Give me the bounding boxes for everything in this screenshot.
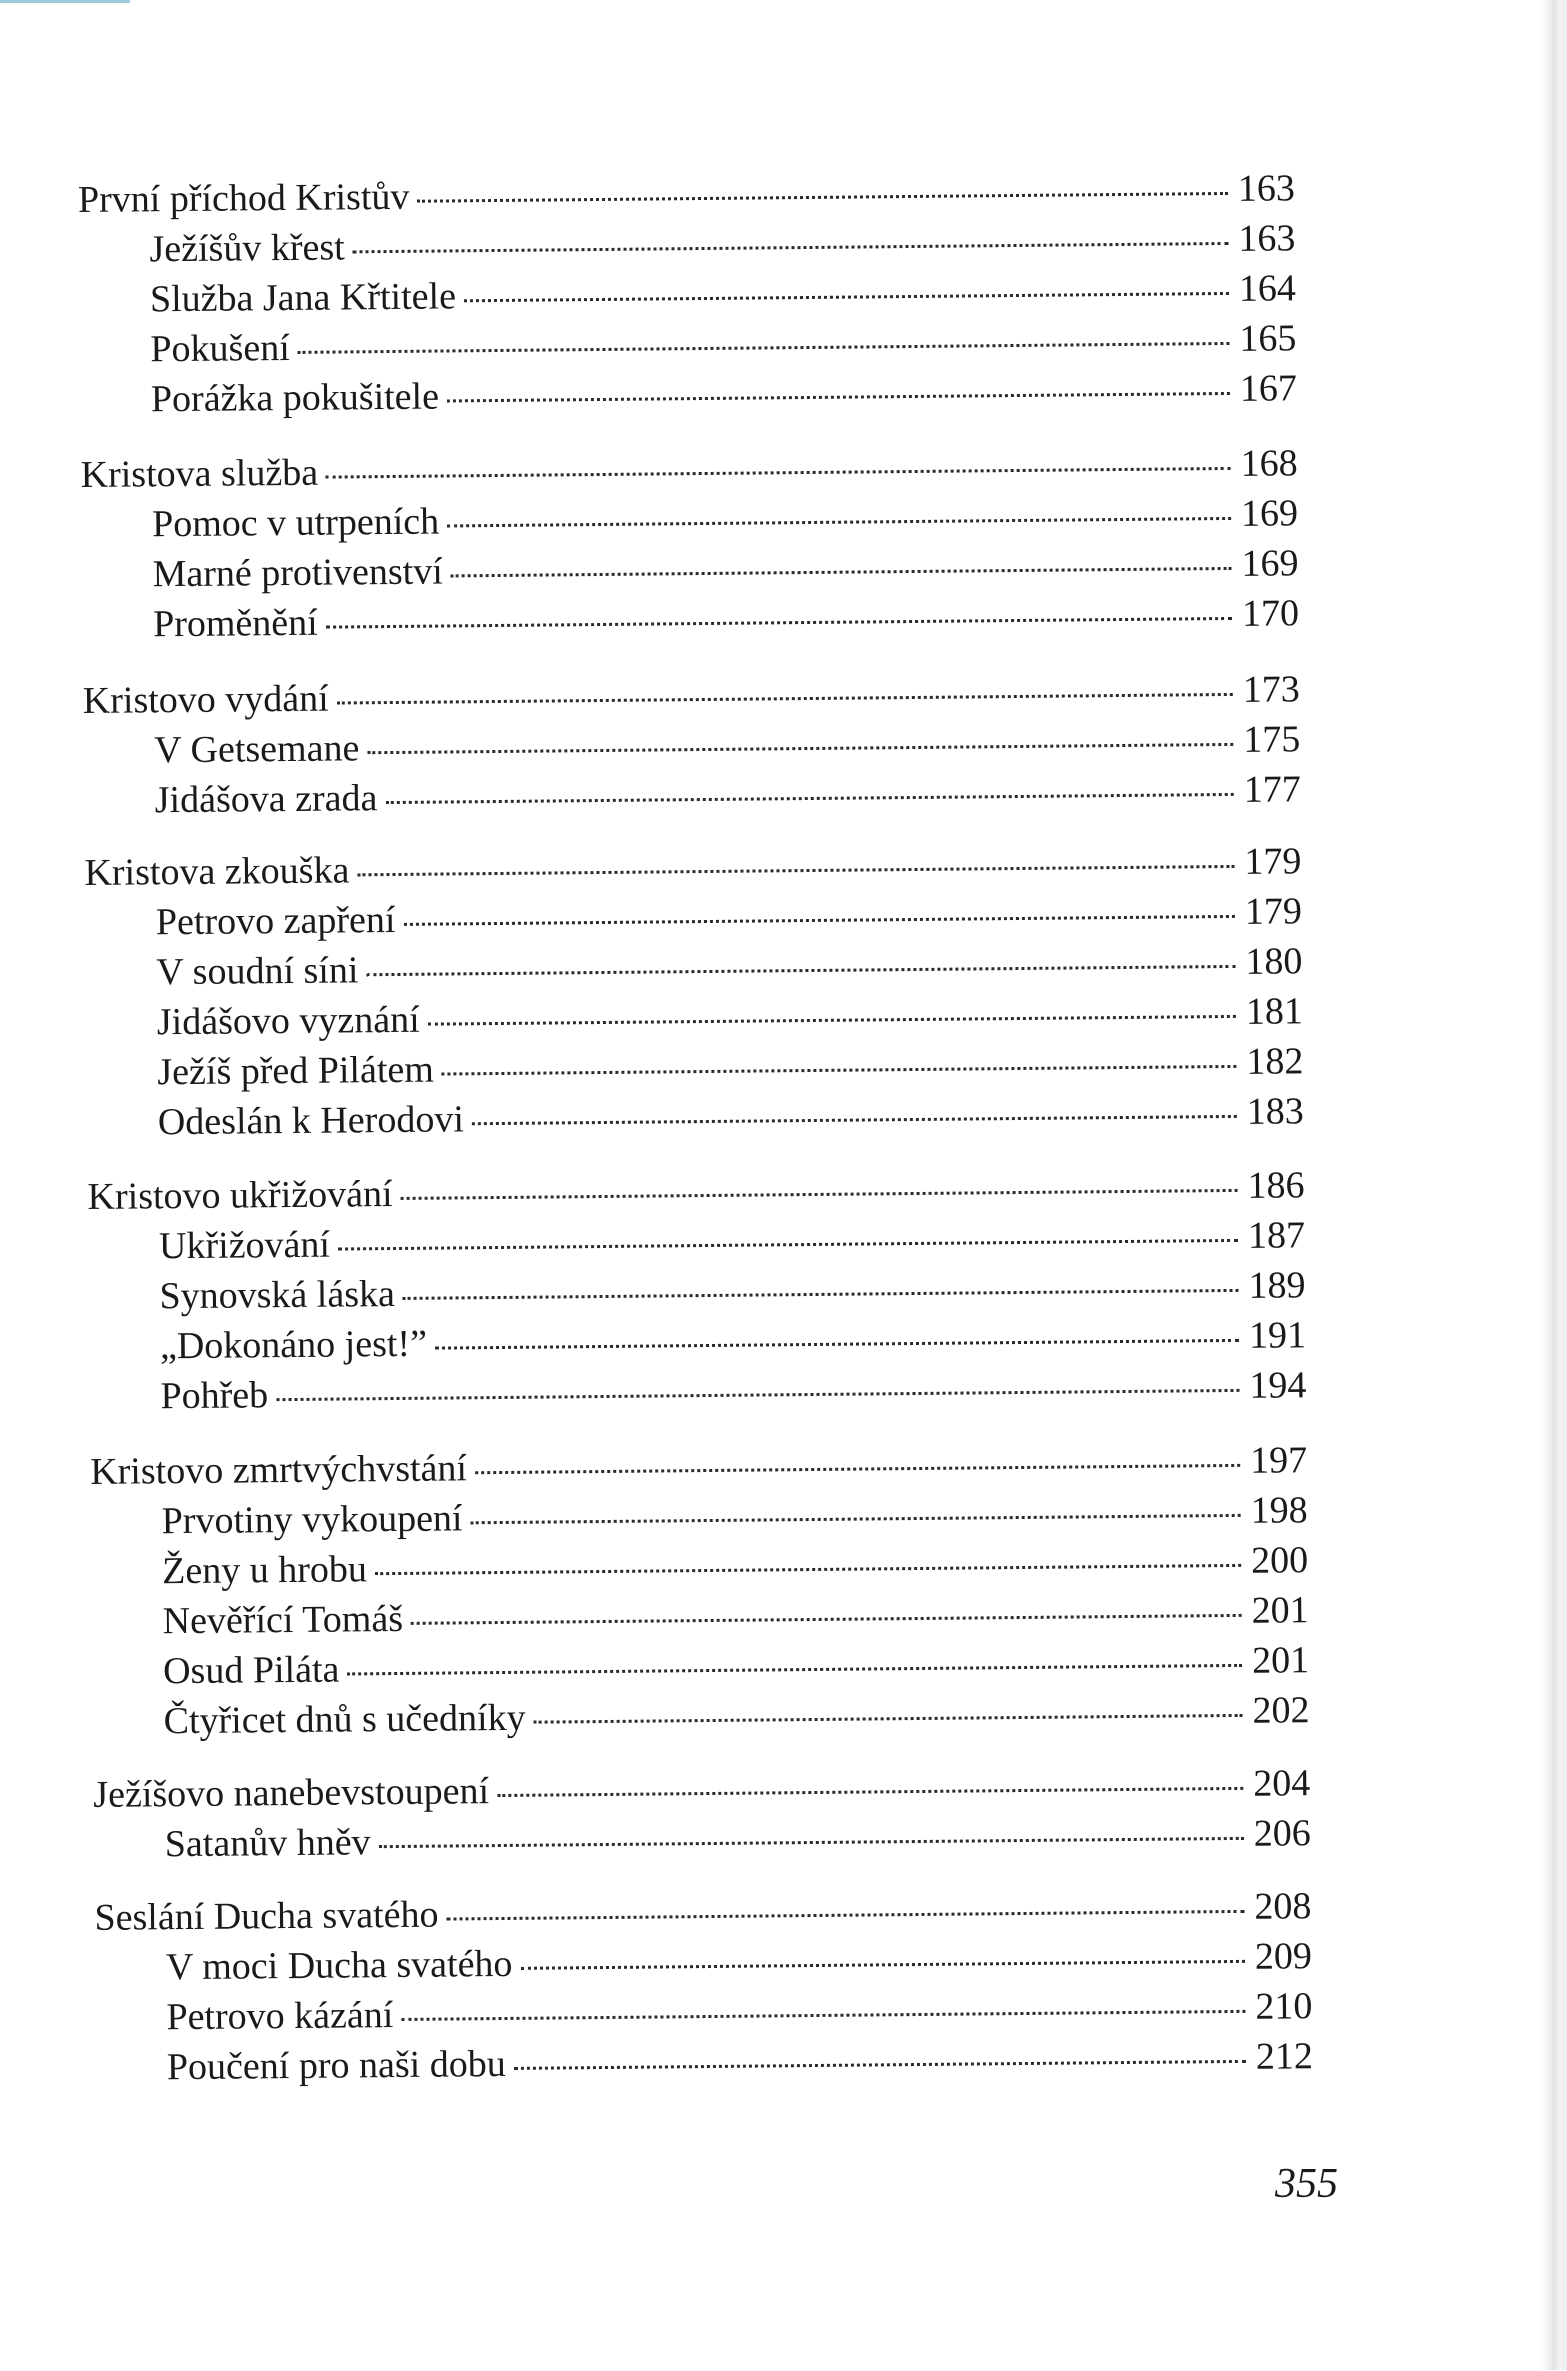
dot-leader (403, 1289, 1239, 1300)
subchapter-title: Prvotiny vykoupení (161, 1497, 463, 1543)
subchapter-page: 169 (1240, 492, 1299, 535)
subchapter-title: Nevěřící Tomáš (162, 1597, 404, 1643)
toc-section (94, 1881, 1328, 2093)
subchapter-title: Pomoc v utrpeních (151, 500, 440, 546)
dot-leader (276, 1389, 1239, 1401)
dot-leader (428, 1015, 1236, 1026)
dot-leader (326, 617, 1232, 629)
chapter-page: 208 (1254, 1885, 1312, 1928)
toc-section (87, 1160, 1321, 1422)
dot-leader (347, 1664, 1242, 1676)
subchapter-title: Osud Piláta (162, 1648, 340, 1693)
chapter-title: Kristovo ukřižování (87, 1173, 393, 1218)
dot-leader (337, 693, 1233, 705)
chapter-page: 173 (1242, 668, 1300, 711)
dot-leader (298, 342, 1230, 354)
subchapter-page: 170 (1241, 592, 1300, 635)
chapter-page: 179 (1244, 840, 1302, 883)
dot-leader (367, 743, 1233, 754)
subchapter-page: 212 (1255, 2035, 1314, 2078)
toc-section (78, 163, 1312, 425)
dot-leader (417, 192, 1228, 203)
subchapter-title: Porážka pokušitele (150, 375, 440, 421)
dot-leader (385, 793, 1233, 804)
dot-leader (472, 1115, 1237, 1125)
toc-section (83, 664, 1316, 826)
dot-leader (357, 865, 1234, 876)
dot-leader (475, 1464, 1240, 1474)
toc-subchapter (82, 588, 1314, 650)
subchapter-title: „Dokonáno jest!” (159, 1322, 428, 1368)
dot-leader (366, 965, 1235, 976)
dot-leader (451, 567, 1232, 577)
subchapter-page: 175 (1243, 718, 1301, 761)
subchapter-page: 164 (1238, 267, 1297, 310)
chapter-title: První příchod Kristův (77, 175, 410, 221)
subchapter-page: 169 (1241, 542, 1299, 585)
subchapter-page: 206 (1253, 1812, 1311, 1855)
subchapter-title: V moci Ducha svatého (165, 1942, 513, 1989)
subchapter-title: Satanův hněv (164, 1821, 371, 1866)
dot-leader (403, 915, 1234, 926)
subchapter-title: V Getsemane (154, 727, 360, 772)
dot-leader (338, 1239, 1238, 1251)
subchapter-title: Ježíš před Pilátem (157, 1048, 435, 1094)
subchapter-title: Jidášova zrada (154, 777, 378, 822)
subchapter-page: 200 (1250, 1539, 1309, 1582)
subchapter-page: 198 (1250, 1489, 1308, 1532)
subchapter-title: Služba Jana Křtitele (149, 275, 457, 321)
toc-section (90, 1435, 1325, 1747)
chapter-title: Kristova služba (80, 451, 319, 496)
subchapter-title: Odeslán k Herodovi (157, 1098, 465, 1144)
subchapter-page: 167 (1239, 367, 1298, 410)
subchapter-title: Čtyřicet dnů s učedníky (163, 1696, 526, 1743)
subchapter-page: 202 (1252, 1689, 1310, 1732)
subchapter-title: Synovská láska (159, 1273, 396, 1318)
toc-section (84, 836, 1319, 1148)
toc-subchapter (94, 1808, 1326, 1870)
dot-leader (520, 1960, 1244, 1970)
toc-subchapter (89, 1360, 1321, 1422)
dot-leader (401, 1189, 1238, 1200)
toc-section (93, 1758, 1326, 1870)
toc-subchapter (92, 1685, 1324, 1747)
subchapter-page: 177 (1243, 768, 1301, 811)
dot-leader (534, 1714, 1243, 1724)
dot-leader (514, 2060, 1246, 2070)
subchapter-page: 210 (1255, 1985, 1313, 2028)
chapter-title: Kristova zkouška (84, 849, 350, 894)
subchapter-page: 182 (1246, 1040, 1304, 1083)
dot-leader (326, 467, 1231, 479)
toc-subchapter (96, 2031, 1328, 2093)
dot-leader (471, 1514, 1241, 1524)
dot-leader (442, 1065, 1237, 1076)
subchapter-page: 165 (1239, 317, 1297, 360)
subchapter-title: Ježíšův křest (149, 226, 345, 271)
dot-leader (401, 2010, 1245, 2021)
chapter-title: Ježíšovo nanebevstoupení (93, 1770, 490, 1816)
subchapter-page: 163 (1238, 217, 1296, 260)
chapter-title: Seslání Ducha svatého (94, 1893, 439, 1939)
subchapter-title: V soudní síni (156, 949, 359, 994)
subchapter-title: Petrovo zapření (155, 898, 396, 944)
dot-leader (375, 1564, 1241, 1575)
subchapter-page: 189 (1248, 1264, 1306, 1307)
dot-leader (497, 1787, 1243, 1797)
dot-leader (379, 1837, 1244, 1848)
subchapter-title: Proměnění (152, 601, 318, 646)
toc-section (80, 438, 1314, 650)
dot-leader (447, 392, 1230, 403)
subchapter-page: 180 (1245, 940, 1303, 983)
subchapter-page: 201 (1251, 1639, 1310, 1682)
dot-leader (411, 1614, 1242, 1625)
chapter-page: 168 (1240, 442, 1298, 485)
toc-subchapter (80, 363, 1312, 425)
dot-leader (464, 292, 1229, 302)
chapter-title: Kristovo zmrtvýchvstání (90, 1447, 468, 1493)
subchapter-page: 183 (1246, 1090, 1305, 1133)
subchapter-page: 194 (1249, 1364, 1307, 1407)
dot-leader (447, 517, 1231, 528)
subchapter-page: 209 (1254, 1935, 1313, 1978)
chapter-page: 204 (1253, 1762, 1311, 1805)
subchapter-title: Pohřeb (160, 1374, 269, 1418)
subchapter-page: 191 (1248, 1314, 1307, 1357)
toc-subchapter (87, 1086, 1319, 1148)
chapter-title: Kristovo vydání (82, 677, 329, 722)
subchapter-title: Jidášovo vyznání (156, 998, 420, 1044)
subchapter-title: Ženy u hrobu (161, 1548, 368, 1593)
subchapter-title: Petrovo kázání (166, 1994, 394, 2039)
subchapter-title: Poučení pro naši dobu (166, 2042, 506, 2089)
dot-leader (435, 1339, 1239, 1350)
dot-leader (353, 242, 1229, 253)
subchapter-page: 181 (1245, 990, 1304, 1033)
subchapter-page: 201 (1251, 1589, 1309, 1632)
subchapter-title: Ukřižování (158, 1223, 331, 1268)
toc-subchapter (84, 764, 1316, 826)
chapter-page: 197 (1249, 1439, 1308, 1482)
page-number: 355 (1275, 2161, 1338, 2207)
subchapter-page: 179 (1244, 890, 1303, 933)
subchapter-page: 187 (1247, 1214, 1306, 1257)
subchapter-title: Marné protivenství (152, 550, 444, 596)
subchapter-title: Pokušení (150, 326, 290, 371)
chapter-page: 186 (1247, 1164, 1305, 1207)
dot-leader (447, 1910, 1245, 1921)
chapter-page: 163 (1237, 167, 1296, 210)
